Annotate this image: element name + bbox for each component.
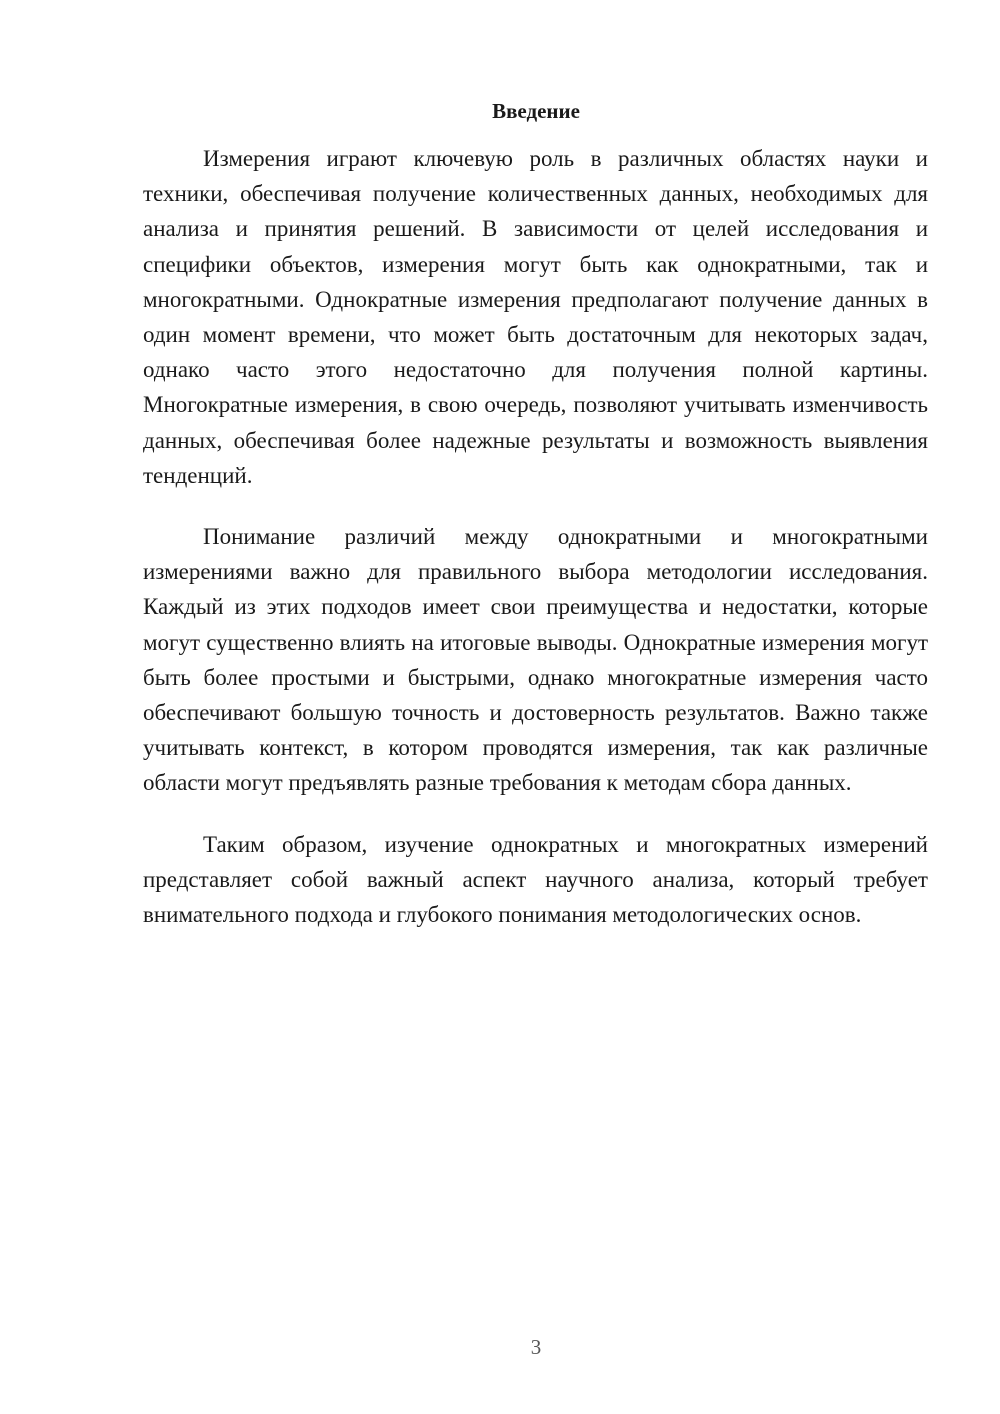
section-title: Введение bbox=[492, 99, 580, 123]
paragraph-2: Понимание различий между однократными и многократными измерениями важно для правильного выбора методологии исследования. Каждый из этих подходов имеет свои преимущества и недостатки, которые могут существенно влиять на итоговые выводы. Однократные измерения могут быть более простыми и быстрыми, однако многократные измерения часто обеспечивают большую точность и достоверность результатов. Важно также учитывать контекст, в котором проводятся измерения, так как различные области могут предъявлять разные требования к методам сбора данных. bbox=[143, 524, 928, 796]
page-number: 3 bbox=[530, 1335, 542, 1359]
body-text bbox=[143, 141, 928, 958]
paragraph-1: Измерения играют ключевую роль в различных областях науки и техники, обеспечивая получение количественных данных, необходимых для анализа и принятия решений. В зависимости от целей исследования и специфики объектов, измерения могут быть как однократными, так и многократными. Однократные измерения предполагают получение данных в один момент времени, что может быть достаточным для некоторых задач, однако часто этого недостаточно для получения полной картины. Многократные измерения, в свою очередь, позволяют учитывать изменчивость данных, обеспечивая более надежные результаты и возможность выявления тенденций. bbox=[143, 146, 928, 488]
paragraph-3: Таким образом, изучение однократных и многократных измерений представляет собой важный аспект научного анализа, который требует внимательного подхода и глубокого понимания методологических основ. bbox=[143, 831, 928, 928]
